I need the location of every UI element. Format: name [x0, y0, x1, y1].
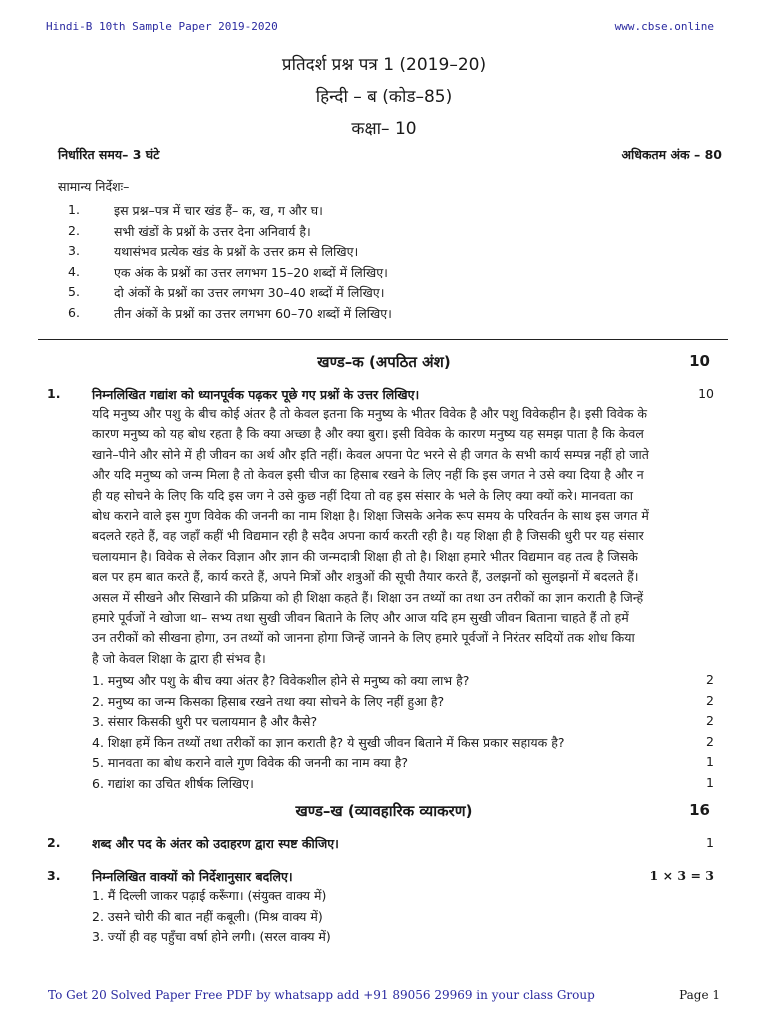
instruction-number: 4.	[68, 263, 80, 279]
passage-line: असल में सीखने और सिखाने की प्रक्रिया को ही शिक्षा कहते हैं। शिक्षा उन तथ्यों का तथा उन तरीकों का ज्ञान कराती है जिन्हें	[92, 589, 644, 605]
passage-line: खाने–पीने और सोने में ही जीवन का अर्थ और इति नहीं। केवल अपना पेट भरने से ही जगत के सभी कार्य सम्पन्न नहीं हो जाते	[92, 446, 649, 462]
instruction-number: 1.	[68, 202, 80, 217]
question-number: 3.	[47, 868, 61, 883]
subject-title: हिन्दी – ब (कोड–85)	[315, 87, 453, 107]
max-marks: अधिकतम अंक – 80	[621, 147, 722, 162]
question-number: 2.	[47, 835, 61, 850]
time-allowed: निर्धारित समय– 3 घंटे	[58, 147, 160, 162]
subquestion-marks: 1	[706, 774, 714, 790]
subquestion: 4. शिक्षा हमें किन तथ्यों तथा तरीकों का ज्ञान कराती है? ये सुखी जीवन बिताने में किस प्रकार सहायक है?	[92, 734, 565, 750]
section-a-title: खण्ड–क (अपठित अंश)	[317, 353, 451, 371]
header-right: www.cbse.online	[614, 20, 714, 33]
instruction-text: एक अंक के प्रश्नों का उत्तर लगभग 15–20 शब्दों में लिखिए।	[114, 264, 388, 280]
passage-line: बोध कराने वाले इस गुण विवेक की जननी का नाम शिक्षा है। शिक्षा जिसके अनेक रूप समय के परिवर्तन के साथ इस जगत में	[92, 508, 649, 523]
passage-line: ही यह सोचने के लिए कि यदि इस जग ने उसे कुछ नहीं दिया तो वह इस संसार के भले के लिए क्या क्यों करे। मानवता का	[92, 487, 633, 503]
passage-line: और यदि मनुष्य को जन्म मिला है तो केवल इसी चीज का हिसाब रखने के लिए नहीं कि इस जगत ने उसे क्या दिया है और न	[92, 467, 644, 483]
passage-line: बदलते रहते हैं, वह जहाँ कहीं भी विद्यमान रही है सदैव अपना कार्य करती रही है। यह शिक्षा ही है जिसकी धुरी पर यह संसार	[92, 528, 644, 544]
instruction-text: इस प्रश्न–पत्र में चार खंड हैं– क, ख, ग और घ।	[114, 203, 323, 218]
instruction-text: यथासंभव प्रत्येक खंड के प्रश्नों के उत्तर क्रम से लिखिए।	[114, 244, 359, 259]
passage-line: है जो केवल शिक्षा के द्वारा ही संभव है।	[92, 650, 266, 666]
subquestion: 3. संसार किसकी धुरी पर चलायमान है और कैसे?	[92, 714, 318, 729]
question-marks: 1	[706, 835, 714, 850]
instruction-number: 6.	[68, 304, 80, 320]
subquestion-marks: 2	[706, 672, 714, 687]
passage-line: हमारे पूर्वजों ने खोजा था– सभ्य तथा सुखी जीवन बिताने के लिए और आज यदि हम सुखी जीवन बिताना चाहते हैं तो हमें	[92, 610, 629, 625]
paper-title: प्रतिदर्श प्रश्न पत्र 1 (2019–20)	[281, 55, 487, 75]
passage-line: चलायमान है। विवेक से लेकर विज्ञान और ज्ञान की जन्मदात्री शिक्षा ही तो है। शिक्षा हमारे भीतर विद्यमान वह तत्व है जिसके	[92, 548, 638, 564]
header-left: Hindi-B 10th Sample Paper 2019-2020	[46, 20, 278, 33]
instruction-text: तीन अंकों के प्रश्नों का उत्तर लगभग 60–70 शब्दों में लिखिए।	[114, 305, 392, 321]
question-marks: 10	[698, 386, 714, 401]
instruction-number: 5.	[68, 284, 80, 299]
subquestion-marks: 2	[706, 713, 714, 728]
instruction-text: दो अंकों के प्रश्नों का उत्तर लगभग 30–40 शब्दों में लिखिए।	[114, 285, 385, 300]
subquestion: 6. गद्यांश का उचित शीर्षक लिखिए।	[92, 775, 254, 791]
divider	[38, 339, 728, 340]
passage-line: उन तरीकों को सीखना होगा, उन तथ्यों को जानना होगा जिन्हें जानने के लिए हमारे पूर्वजों ने निरंतर सदियों तक शोध किया	[92, 630, 635, 646]
instructions-heading: सामान्य निर्देशः–	[58, 179, 130, 194]
instruction-number: 2.	[68, 222, 80, 238]
subquestion: 5. मानवता का बोध कराने वाले गुण विवेक की जननी का नाम क्या है?	[92, 755, 408, 770]
footer-promo: To Get 20 Solved Paper Free PDF by whatsapp add +91 89056 29969 in your class Group	[48, 988, 595, 1002]
subquestion-marks: 2	[706, 692, 714, 708]
section-b-title: खण्ड–ख (व्यावहारिक व्याकरण)	[295, 802, 473, 820]
page-number: Page 1	[679, 988, 720, 1002]
subquestion: 3. ज्यों ही वह पहुँचा वर्षा होने लगी। (सरल वाक्य में)	[92, 929, 331, 944]
subquestion: 1. मनुष्य और पशु के बीच क्या अंतर है? विवेकशील होने से मनुष्य को क्या लाभ है?	[92, 673, 470, 688]
section-a-marks: 10	[689, 352, 710, 370]
subquestion: 2. उसने चोरी की बात नहीं कबूली। (मिश्र वाक्य में)	[92, 908, 323, 924]
question-text: निम्नलिखित वाक्यों को निर्देशानुसार बदलिए।	[92, 869, 293, 884]
subquestion: 2. मनुष्य का जन्म किसका हिसाब रखने तथा क्या सोचने के लिए नहीं हुआ है?	[92, 693, 445, 709]
question-marks: 1 × 3 = 3	[649, 868, 714, 883]
passage-line: कारण मनुष्य को यह बोध रहता है कि क्या अच्छा है और क्या बुरा। इसी विवेक के कारण मनुष्य यह समझ पाता है कि केवल	[92, 426, 644, 442]
passage-line: बल पर हम बात करते हैं, कार्य करते हैं, अपने मित्रों और शत्रुओं की सूची तैयार करते हैं, उलझनों को सुलझनों में बदलते हैं।	[92, 569, 639, 585]
section-b-marks: 16	[689, 801, 710, 819]
instruction-text: सभी खंडों के प्रश्नों के उत्तर देना अनिवार्य है।	[114, 223, 311, 239]
passage-line: यदि मनुष्य और पशु के बीच कोई अंतर है तो केवल इतना कि मनुष्य के भीतर विवेक है और पशु विवेकहीन है। इसी विवेक के	[92, 406, 647, 421]
subquestion-marks: 2	[706, 733, 714, 749]
instruction-number: 3.	[68, 243, 80, 258]
question-number: 1.	[47, 386, 61, 401]
subquestion: 1. मैं दिल्ली जाकर पढ़ाई करूँगा। (संयुक्त वाक्य में)	[92, 888, 327, 903]
class-title: कक्षा– 10	[351, 119, 417, 139]
subquestion-marks: 1	[706, 754, 714, 769]
question-text: शब्द और पद के अंतर को उदाहरण द्वारा स्पष्ट कीजिए।	[92, 836, 339, 851]
question-text: निम्नलिखित गद्यांश को ध्यानपूर्वक पढ़कर पूछे गए प्रश्नों के उत्तर लिखिए।	[92, 387, 420, 402]
